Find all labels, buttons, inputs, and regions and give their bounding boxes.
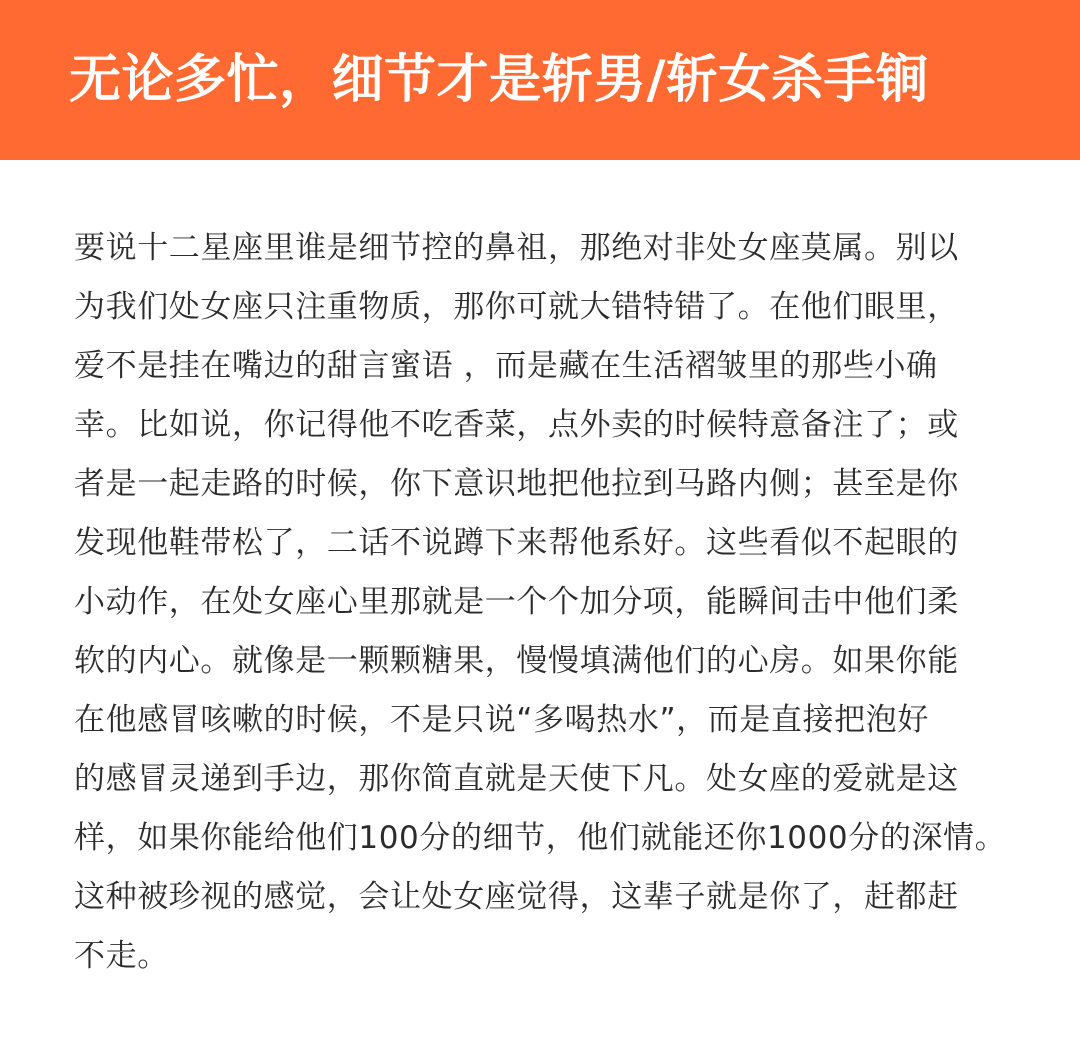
paragraph-line: 为我们处女座只注重物质，那你可就大错特错了。在他们眼里， bbox=[74, 289, 959, 325]
article-body bbox=[74, 219, 1014, 986]
paragraph-line: 软的内心。就像是一颗颗糖果，慢慢填满他们的心房。如果你能 bbox=[74, 643, 959, 679]
paragraph-line: 发现他鞋带松了，二话不说蹲下来帮他系好。这些看似不起眼的 bbox=[74, 525, 959, 561]
paragraph-line: 爱不是挂在嘴边的甜言蜜语 ，而是藏在生活褶皱里的那些小确 bbox=[74, 348, 938, 384]
paragraph-line: 在他感冒咳嗽的时候，不是只说“多喝热水”，而是直接把泡好 bbox=[74, 702, 929, 738]
paragraph-line: 幸。比如说，你记得他不吃香菜，点外卖的时候特意备注了；或 bbox=[74, 407, 959, 443]
page-title: 无论多忙，细节才是斩男/斩女杀手锏 bbox=[69, 50, 929, 110]
paragraph-line: 小动作，在处女座心里那就是一个个加分项，能瞬间击中他们柔 bbox=[74, 584, 959, 620]
paragraph-line: 样，如果你能给他们100分的细节，他们就能还你1000分的深情。 bbox=[74, 820, 1007, 856]
paragraph-line: 不走。 bbox=[74, 938, 169, 974]
paragraph-line: 要说十二星座里谁是细节控的鼻祖，那绝对非处女座莫属。别以 bbox=[74, 230, 959, 266]
paragraph-line: 的感冒灵递到手边，那你简直就是天使下凡。处女座的爱就是这 bbox=[74, 761, 959, 797]
paragraph-line: 者是一起走路的时候，你下意识地把他拉到马路内侧；甚至是你 bbox=[74, 466, 959, 502]
header-banner bbox=[0, 0, 1080, 160]
paragraph-line: 这种被珍视的感觉，会让处女座觉得，这辈子就是你了，赶都赶 bbox=[74, 879, 959, 915]
